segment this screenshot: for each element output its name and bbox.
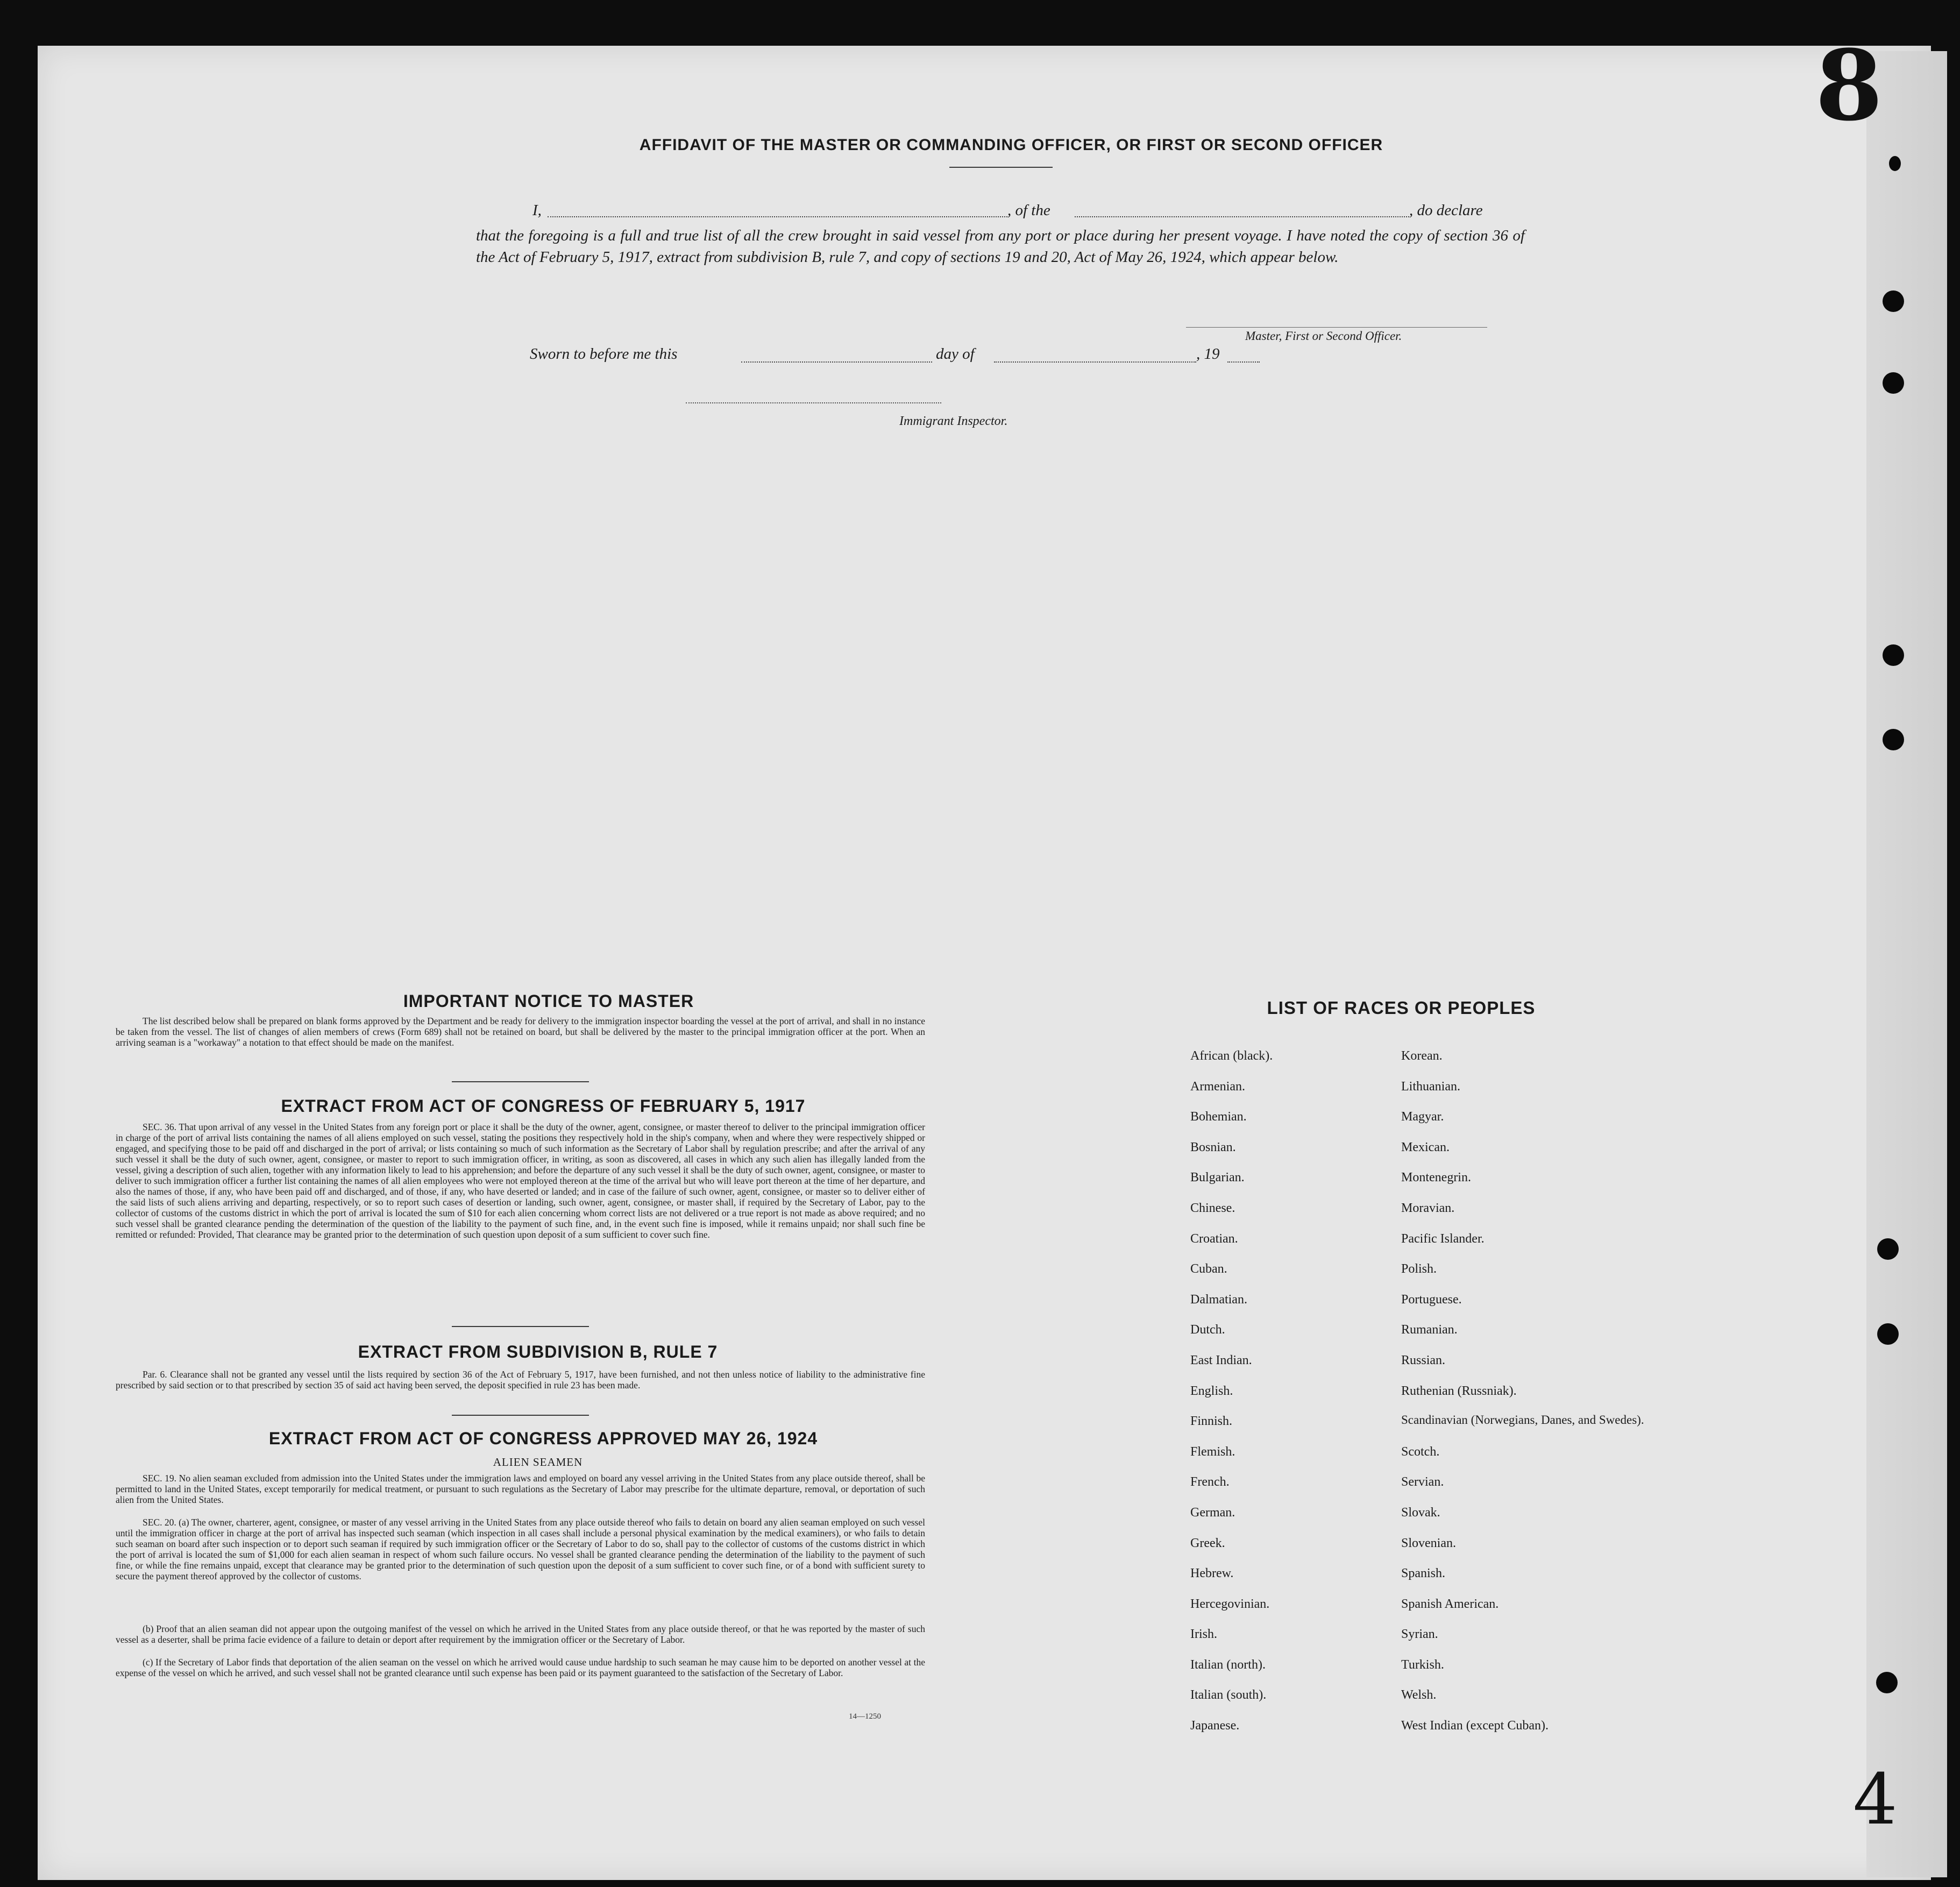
race-item: Italian (south).	[1190, 1688, 1267, 1702]
race-item: Servian.	[1401, 1475, 1444, 1489]
extract-1924-title: EXTRACT FROM ACT OF CONGRESS APPROVED MAY 26, 1924	[268, 1429, 818, 1448]
extract-1924-sec20c: (c) If the Secretary of Labor finds that deportation of the alien seaman on the vessel on which he arrived would cause undue hardship to such seaman he may cause him to be deported on another vessel at the expense of the vessel on which he arrived, and such vessel shall not be granted clearance until such expense has been paid or its payment guaranteed to the satisfaction of the Secretary of Labor.	[116, 1657, 925, 1678]
race-item: Scandinavian (Norwegians, Danes, and Swedes).	[1401, 1413, 1644, 1427]
extract-1917-body: SEC. 36. That upon arrival of any vessel in the United States from any foreign port or place it shall be the duty of the owner, agent, consignee, or master thereof to deliver to the principal immigration officer in charge of the port of arrival lists containing the names of all aliens employed on such vessel, stating the positions they respectively hold in the ship's company, when and where they were respectively shipped or engaged, and specifying those to be paid off and discharged in the port of arrival; or lists containing so much of such information as the Secretary of Labor shall by regulation prescribe; and after the arrival of any such vessel it shall be the duty of such owner, agent, consignee, or master to report to such immigration officer, in writing, as soon as discovered, all cases in which any such alien has illegally landed from the vessel, giving a description of such alien, together with any information likely to lead to his apprehension; and before the departure of any such vessel it shall be the duty of such owner, agent, consignee, or master to deliver to such immigration officer a further list containing the names of all alien employees who were not employed thereon at the time of the arrival but who will leave port thereon at the time of her departure, and also the names of those, if any, who have been paid off and discharged, and of those, if any, who have deserted or landed; and in case of the failure of such owner, agent, consignee, or master so to deliver either of the said lists of such aliens arriving and departing, respectively, or so to report such cases of desertion or landing, such owner, agent, consignee, or master shall, if required by the Secretary of Labor, pay to the collector of customs of the customs district in which the port of arrival is located the sum of $10 for each alien concerning whom correct lists are not delivered or a true report is not made as above required; and no such vessel shall be granted clearance pending the determination of the question of the liability to the payment of such fine, and, in the event such fine is imposed, while it remains unpaid; nor shall such fine be remitted or refunded: Provided, That clearance may be granted prior to the determination of such question upon deposit of a sum sufficient to cover such fine.	[116, 1122, 925, 1240]
race-item: Rumanian.	[1401, 1323, 1458, 1337]
vessel-name-field[interactable]	[1075, 216, 1409, 217]
race-item: Croatian.	[1190, 1231, 1238, 1246]
notice-body: The list described below shall be prepared on blank forms approved by the Department and be ready for delivery to the immigration inspector boarding the vessel at the port of arrival, and shall in no instance be taken from the vessel. The list of changes of alien members of crews (Form 689) shall not be retained on board, but shall be delivered by the master to the principal immigration officer at the port. When an arriving seaman is a "workaway" a notation to that effect should be made on the manifest.	[116, 1016, 925, 1048]
handwritten-number-top: 8	[1815, 29, 1883, 143]
sworn-year: , 19	[1196, 345, 1220, 363]
race-item: Italian (north).	[1190, 1657, 1266, 1672]
race-item: English.	[1190, 1384, 1233, 1398]
declarant-name-field[interactable]	[548, 216, 1007, 217]
extract-1924-sec20b: (b) Proof that an alien seaman did not appear upon the outgoing manifest of the vessel on which he arrived in the United States from any place outside thereof, or that he was reported by the master of such vessel as a deserter, shall be prima facie evidence of a failure to detain or deport after requirement by the immigration officer or the Secretary of Labor.	[116, 1623, 925, 1645]
notice-title: IMPORTANT NOTICE TO MASTER	[403, 991, 694, 1011]
section-divider	[452, 1415, 589, 1416]
race-item: Portuguese.	[1401, 1292, 1462, 1307]
race-item: Slovak.	[1401, 1505, 1440, 1520]
race-item: Bohemian.	[1190, 1110, 1247, 1124]
extract-1917-title: EXTRACT FROM ACT OF CONGRESS OF FEBRUARY 5, 1917	[281, 1096, 806, 1116]
paper-edge-underlay	[1866, 51, 1947, 1877]
race-item: Polish.	[1401, 1262, 1437, 1276]
master-signature-label: Master, First or Second Officer.	[1245, 329, 1402, 343]
race-item: Irish.	[1190, 1627, 1217, 1642]
race-item: Slovenian.	[1401, 1536, 1456, 1550]
race-item: Dalmatian.	[1190, 1292, 1247, 1307]
affidavit-title: AFFIDAVIT OF THE MASTER OR COMMANDING OFFICER, OR FIRST OR SECOND OFFICER	[639, 136, 1383, 154]
race-item: Korean.	[1401, 1049, 1443, 1063]
punch-hole	[1877, 1238, 1899, 1260]
race-item: Bulgarian.	[1190, 1170, 1245, 1185]
form-number: 14—1250	[849, 1712, 881, 1721]
race-item: Bosnian.	[1190, 1140, 1236, 1154]
race-item: Lithuanian.	[1401, 1079, 1460, 1094]
race-item: Syrian.	[1401, 1627, 1438, 1642]
punch-hole	[1883, 644, 1904, 666]
race-item: Finnish.	[1190, 1414, 1233, 1429]
declarant-line-i: I,	[532, 202, 542, 219]
punch-hole	[1883, 372, 1904, 394]
section-divider	[452, 1326, 589, 1327]
race-item: German.	[1190, 1505, 1235, 1520]
race-item: Hercegovinian.	[1190, 1597, 1270, 1611]
extract-rule7-body: Par. 6. Clearance shall not be granted any vessel until the lists required by section 36 of the Act of February 5, 1917, have been furnished, and not then unless notice of liability to the administrative fine prescribed by said section or to that prescribed by section 35 of said act having been served, the deposit specified in rule 23 has been made.	[116, 1369, 925, 1391]
race-item: Greek.	[1190, 1536, 1225, 1550]
sworn-year-field[interactable]	[1227, 361, 1260, 363]
race-item: Flemish.	[1190, 1444, 1235, 1459]
extract-1924-sec19: SEC. 19. No alien seaman excluded from admission into the United States under the immigration laws and employed on board any vessel arriving in the United States from any place outside thereof, shall be permitted to land in the United States, except temporarily for medical treatment, or pursuant to such regulations as the Secretary of Labor may prescribe for the ultimate departure, removal, or deportation of such alien from the United States.	[116, 1473, 925, 1505]
race-item: Cuban.	[1190, 1262, 1227, 1276]
inspector-signature-line	[686, 402, 941, 403]
sworn-month-field[interactable]	[994, 361, 1196, 363]
master-signature-line	[1186, 327, 1487, 328]
punch-hole	[1876, 1672, 1898, 1693]
sworn-day-field[interactable]	[741, 361, 932, 363]
race-item: Chinese.	[1190, 1201, 1235, 1215]
title-underline	[949, 167, 1053, 168]
race-item: Hebrew.	[1190, 1566, 1234, 1581]
extract-rule7-title: EXTRACT FROM SUBDIVISION B, RULE 7	[358, 1342, 718, 1361]
sworn-day-of: day of	[936, 345, 975, 363]
race-item: Dutch.	[1190, 1323, 1225, 1337]
section-divider	[452, 1081, 589, 1082]
race-item: Spanish American.	[1401, 1597, 1499, 1611]
race-item: West Indian (except Cuban).	[1401, 1719, 1549, 1733]
race-item: East Indian.	[1190, 1353, 1252, 1367]
declarant-line-of-the: , of the	[1007, 202, 1050, 219]
punch-hole	[1883, 290, 1904, 312]
races-title: LIST OF RACES OR PEOPLES	[1267, 998, 1536, 1018]
handwritten-number-bottom: 4	[1853, 1758, 1898, 1840]
race-item: Scotch.	[1401, 1444, 1440, 1459]
race-item: Pacific Islander.	[1401, 1231, 1485, 1246]
race-item: Welsh.	[1401, 1688, 1437, 1702]
race-item: Montenegrin.	[1401, 1170, 1471, 1185]
punch-hole	[1889, 156, 1901, 171]
sworn-prefix: Sworn to before me this	[530, 345, 678, 363]
race-item: Ruthenian (Russniak).	[1401, 1384, 1517, 1398]
race-item: French.	[1190, 1475, 1230, 1489]
race-item: Moravian.	[1401, 1201, 1455, 1215]
declarant-line-declare: , do declare	[1409, 202, 1483, 219]
punch-hole	[1883, 729, 1904, 750]
extract-1924-subtitle: ALIEN SEAMEN	[493, 1456, 583, 1469]
race-item: Japanese.	[1190, 1719, 1240, 1733]
race-item: Russian.	[1401, 1353, 1446, 1367]
races-left-column	[1190, 1048, 1384, 1748]
race-item: African (black).	[1190, 1049, 1273, 1063]
affidavit-body: that the foregoing is a full and true list of all the crew brought in said vessel from any port or place during her present voyage. I have noted the copy of section 36 of the Act of February 5, 1917, extract from subdivision B, rule 7, and copy of sections 19 and 20, Act of May 26, 1924, which appear below.	[476, 227, 1525, 266]
inspector-label: Immigrant Inspector.	[899, 414, 1008, 428]
race-item: Armenian.	[1190, 1079, 1245, 1094]
race-item: Spanish.	[1401, 1566, 1446, 1581]
races-right-column	[1401, 1048, 1670, 1748]
punch-hole	[1877, 1323, 1899, 1345]
race-item: Turkish.	[1401, 1657, 1444, 1672]
race-item: Mexican.	[1401, 1140, 1450, 1154]
extract-1924-sec20a: SEC. 20. (a) The owner, charterer, agent, consignee, or master of any vessel arriving in the United States from any place outside thereof who fails to detain on board any alien seaman employed on such vessel until the immigration officer in charge at the port of arrival has inspected such seaman (which inspection in all cases shall include a personal physical examination by the medical examiners), or who fails to detain such seaman on board after such inspection or to deport such seaman if required by such immigration officer or the Secretary of Labor to do so, shall pay to the collector of customs of the customs district in which the port of arrival is located the sum of $1,000 for each alien seaman in respect of whom such failure occurs. No vessel shall be granted clearance pending the determination of the liability to the payment of such fine, or while the fine remains unpaid, except that clearance may be granted prior to the determination of such question upon the deposit of a sum sufficient to cover such fine, or of a bond with sufficient surety to secure the payment thereof approved by the collector of customs.	[116, 1517, 925, 1581]
race-item: Magyar.	[1401, 1110, 1444, 1124]
